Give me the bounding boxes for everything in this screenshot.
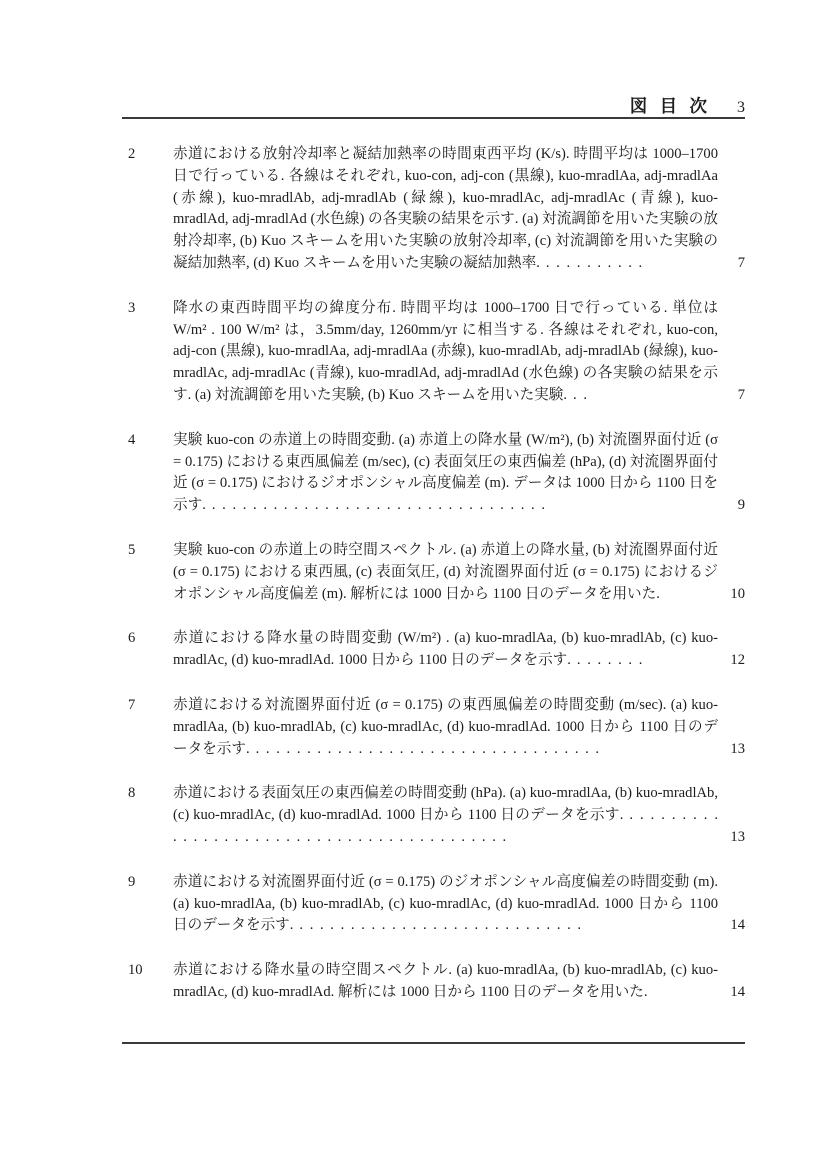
page-title: 図 目 次 <box>629 96 711 116</box>
figure-description <box>173 298 718 407</box>
entry-page-number: 10 <box>730 585 745 602</box>
page-header <box>122 93 745 118</box>
figure-description-text: 赤道における表面気圧の東西偏差の時間変動 (hPa). (a) kuo-mradlAa, (b) kuo-mradlAb, (c) kuo-mradlAc, (d) kuo-mradlAd. 1000 日から 1100 日のデータを示す. <box>173 785 718 824</box>
entry-page-number: 13 <box>730 740 745 757</box>
figure-number: 4 <box>128 431 136 448</box>
figure-entry <box>122 783 745 848</box>
figure-number: 3 <box>128 299 136 316</box>
figure-list <box>122 144 745 1027</box>
dot-leader: . . . . . . . . . . . . . . . . . . . . . . . . . . . . <box>299 917 582 934</box>
figure-entry <box>122 872 745 937</box>
dot-leader: . . . . . . . . . . . . . . . . . . . . . . . . . . . . . . . . . . . . . . . . . . <box>173 807 719 845</box>
figure-description <box>173 960 718 1004</box>
figure-entry <box>122 298 745 407</box>
figure-description-text: 実験 kuo-con の赤道上の時空間スペクトル. (a) 赤道上の降水量, (b) 対流圏界面付近 (σ = 0.175) における東西風, (c) 表面気圧, (d) 対流圏界面付近 (σ = 0.175) におけるジオポンシャル高度偏差 (m). 解析には 1000 日から 1100 日のデータを用いた. <box>173 541 718 602</box>
figure-entry <box>122 430 745 517</box>
header-rule <box>122 117 745 119</box>
figure-number: 9 <box>128 873 136 890</box>
entry-page-number: 9 <box>737 497 745 514</box>
figure-description-text: 赤道における放射冷却率と凝結加熱率の時間東西平均 (K/s). 時間平均は 1000–1700 日で行っている. 各線はそれぞれ, kuo-con, adj-con (黒線), kuo-mradlAa, adj-mradlAa (赤線), kuo-mradlAb, adj-mradlAb (緑線), kuo-mradlAc, adj-mradlAc (青線), kuo-mradlAd, adj-mradlAd (水色線) の各実験の結果を示す. (a) 対流調節を用いた実験の放射冷却率, (b) Kuo スキームを用いた実験の放射冷却率, (c) 対流調節を用いた実験の凝結加熱率, (d) Kuo スキームを用いた実験の凝結加熱率. <box>173 146 718 271</box>
figure-description <box>173 430 718 517</box>
figure-number: 6 <box>128 630 136 647</box>
entry-page-number: 14 <box>730 917 745 934</box>
figure-description <box>173 872 718 937</box>
figure-description <box>173 144 718 275</box>
dot-leader: . . . . . . . <box>576 652 643 669</box>
figure-entry <box>122 960 745 1004</box>
header-page-number: 3 <box>737 99 745 116</box>
figure-number: 7 <box>128 696 136 713</box>
figure-description-text: 実験 kuo-con の赤道上の時間変動. (a) 赤道上の降水量 (W/m²), (b) 対流圏界面付近 (σ = 0.175) における東西風偏差 (m/sec), (c) 表面気圧の東西偏差 (hPa), (d) 対流圏界面付近 (σ = 0.175) におけるジオポンシャル高度偏差 (m). データは 1000 日から 1100 日を示す. <box>173 431 718 514</box>
figure-description-text: 降水の東西時間平均の緯度分布. 時間平均は 1000–1700 日で行っている. 単位は W/m² . 100 W/m² は，3.5mm/day, 1260mm/yr に相当する. 各線はそれぞれ, kuo-con, adj-con (黒線), kuo-mradlAa, adj-mradlAa (赤線), kuo-mradlAb, adj-mradlAb (緑線), kuo-mradlAc, adj-mradlAc (青線), kuo-mradlAd, adj-mradlAd (水色線) の各実験の結果を示す. (a) 対流調節を用いた実験, (b) Kuo スキームを用いた実験. <box>173 299 718 403</box>
figure-number: 5 <box>128 541 136 558</box>
dot-leader: . . <box>573 386 587 403</box>
figure-entry <box>122 695 745 760</box>
figure-entry <box>122 628 745 672</box>
figure-number: 2 <box>128 146 136 162</box>
figure-description <box>173 540 718 605</box>
entry-page-number: 12 <box>730 652 745 669</box>
figure-description-text: 赤道における降水量の時間変動 (W/m²) . (a) kuo-mradlAa, (b) kuo-mradlAb, (c) kuo-mradlAc, (d) kuo-mradlAd. 1000 日から 1100 日のデータを示す. <box>173 630 718 669</box>
figure-description <box>173 628 718 672</box>
dot-leader: . . . . . . . . . . <box>545 254 643 271</box>
figure-description <box>173 783 718 848</box>
entry-page-number: 13 <box>730 828 745 845</box>
figure-entry <box>122 540 745 605</box>
figure-entry <box>122 144 745 275</box>
figure-description-text: 赤道における対流圏界面付近 (σ = 0.175) の東西風偏差の時間変動 (m/sec). (a) kuo-mradlAa, (b) kuo-mradlAb, (c) kuo-mradlAc, (d) kuo-mradlAd. 1000 日から 1100 日のデータを示す. <box>173 696 718 757</box>
figure-number: 10 <box>128 962 143 979</box>
footer-rule <box>122 1042 745 1044</box>
figure-description-text: 赤道における対流圏界面付近 (σ = 0.175) のジオポンシャル高度偏差の時間変動 (m). (a) kuo-mradlAa, (b) kuo-mradlAb, (c) kuo-mradlAc, (d) kuo-mradlAd. 1000 日から 1100 日のデータを示す. <box>173 873 718 934</box>
figure-number: 8 <box>128 785 136 802</box>
entry-page-number: 7 <box>737 254 745 271</box>
entry-page-number: 14 <box>730 983 745 1000</box>
figure-description <box>173 695 718 760</box>
figure-description-text: 赤道における降水量の時空間スペクトル. (a) kuo-mradlAa, (b) kuo-mradlAb, (c) kuo-mradlAc, (d) kuo-mradlAd. 解析には 1000 日から 1100 日のデータを用いた. <box>173 962 718 1000</box>
entry-page-number: 7 <box>737 386 745 403</box>
dot-leader: . . . . . . . . . . . . . . . . . . . . . . . . . . . . . . . . . . <box>255 740 600 757</box>
dot-leader: . . . . . . . . . . . . . . . . . . . . . . . . . . . . . . . . . <box>211 497 545 514</box>
